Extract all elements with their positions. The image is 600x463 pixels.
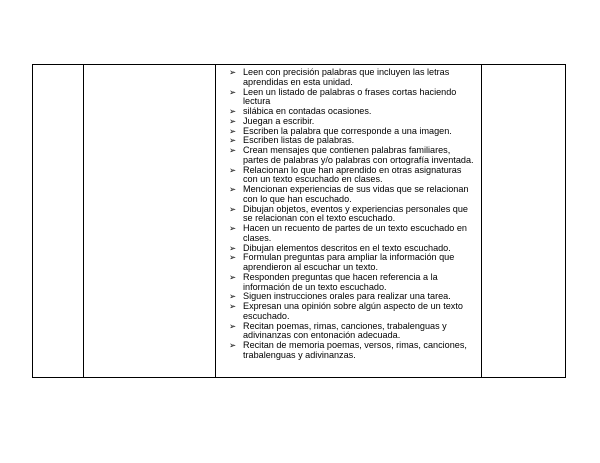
list-item-text: adivinanzas con entonación adecuada. (243, 330, 401, 341)
list-item (219, 253, 481, 273)
list-item-text: Escriben la palabra que corresponde a una imagen. (243, 125, 452, 136)
arrow-bullet-icon: ➢ (229, 291, 237, 302)
arrow-bullet-icon: ➢ (229, 67, 237, 77)
list-item-text: Juegan a escribir. (243, 115, 315, 126)
arrow-bullet-icon: ➢ (229, 271, 237, 282)
list-item-text: Recitan poemas, rimas, canciones, trabalenguas y (243, 320, 447, 331)
list-item (219, 68, 481, 88)
arrow-bullet-icon: ➢ (229, 135, 237, 146)
arrow-bullet-icon: ➢ (229, 184, 237, 194)
list-item-text: partes de palabras y/o palabras con ortografía inventada. (243, 154, 474, 165)
arrow-bullet-icon: ➢ (229, 86, 237, 97)
list-item (219, 205, 481, 225)
arrow-bullet-icon: ➢ (229, 164, 237, 175)
list-item-text: lectura (243, 96, 271, 107)
list-item-text: Expresan una opinión sobre algún aspecto de un texto (243, 301, 463, 311)
list-item-text: información de un texto escuchado. (243, 281, 387, 292)
list-item (219, 322, 481, 342)
arrow-bullet-icon: ➢ (229, 320, 237, 331)
list-item (219, 185, 481, 205)
list-item-text: con un texto escuchado en clases. (243, 174, 383, 185)
list-item (219, 224, 481, 244)
list-item-text: aprendidas en esta unidad. (243, 76, 353, 87)
column-divider-3 (481, 65, 482, 377)
arrow-bullet-icon: ➢ (229, 223, 237, 233)
list-item (219, 146, 481, 166)
list-item (219, 302, 481, 322)
arrow-bullet-icon: ➢ (229, 252, 237, 263)
arrow-bullet-icon: ➢ (229, 106, 237, 116)
arrow-bullet-icon: ➢ (229, 125, 237, 136)
list-item-text: Mencionan experiencias de sus vidas que se relacionan (243, 184, 469, 194)
indicators-cell (219, 68, 481, 361)
content-table (32, 64, 566, 378)
list-item-text: Dibujan objetos, eventos y experiencias personales que (243, 203, 468, 214)
list-item-text: trabalenguas y adivinanzas. (243, 349, 356, 360)
list-item-text: Leen con precisión palabras que incluyen las letras (243, 67, 450, 77)
list-item (219, 88, 481, 108)
list-item-text: clases. (243, 232, 272, 243)
arrow-bullet-icon: ➢ (229, 301, 237, 311)
list-item-text: Formulan preguntas para ampliar la información que (243, 252, 455, 263)
list-item-text: con lo que han escuchado. (243, 193, 352, 204)
list-item-text: Dibujan elementos descritos en el texto escuchado. (243, 242, 451, 253)
arrow-bullet-icon: ➢ (229, 115, 237, 126)
list-item-text: se relacionan con el texto escuchado. (243, 213, 396, 224)
arrow-bullet-icon: ➢ (229, 145, 237, 155)
list-item-text: escuchado. (243, 310, 290, 321)
list-item (219, 341, 481, 361)
list-item-text: Leen un listado de palabras o frases cortas haciendo (243, 86, 457, 97)
list-item-text: Responden preguntas que hacen referencia a la (243, 271, 438, 282)
list-item-text: Hacen un recuento de partes de un texto escuchado en (243, 223, 467, 233)
list-item-text: Escriben listas de palabras. (243, 135, 355, 146)
list-item-text: Siguen instrucciones orales para realizar una tarea. (243, 291, 451, 302)
column-divider-2 (215, 65, 216, 377)
list-item-text: silábica en contadas ocasiones. (243, 106, 372, 116)
list-item (219, 166, 481, 186)
list-item-text: aprendieron al escuchar un texto. (243, 262, 378, 272)
list-item-text: Crean mensajes que contienen palabras familiares, (243, 145, 451, 155)
arrow-bullet-icon: ➢ (229, 203, 237, 214)
list-item-text: Relacionan lo que han aprendido en otras asignaturas (243, 164, 462, 175)
arrow-bullet-icon: ➢ (229, 242, 237, 253)
list-item-text: Recitan de memoria poemas, versos, rimas, canciones, (243, 340, 467, 350)
list-item (219, 273, 481, 293)
arrow-bullet-icon: ➢ (229, 340, 237, 350)
column-divider-1 (83, 65, 84, 377)
